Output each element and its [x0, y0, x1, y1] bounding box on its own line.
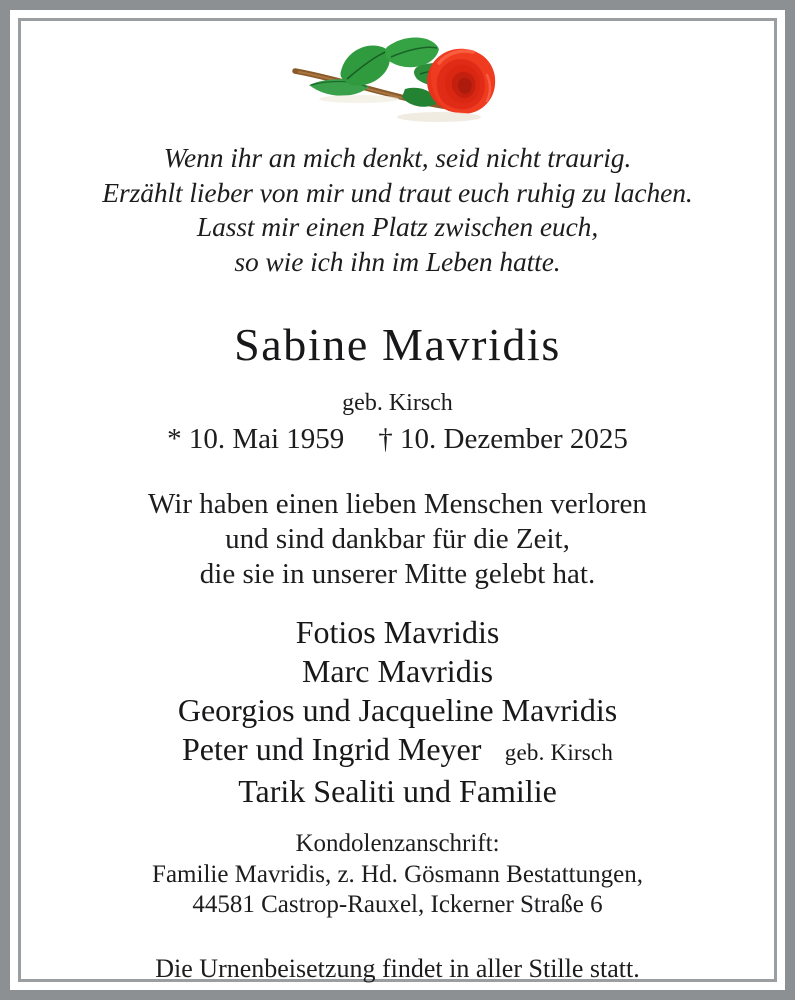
survivor-line-2: Marc Mavridis [301, 653, 494, 689]
tribute-line-1: Wir haben einen lieben Menschen verloren [148, 488, 647, 520]
poem-line-4: so wie ich ihn im Leben hatte. [234, 245, 561, 277]
life-dates [21, 421, 774, 457]
deceased-maiden-name: geb. Kirsch [342, 390, 453, 416]
rose-ornament [21, 27, 774, 131]
poem-line-1: Wenn ihr an mich denkt, seid nicht traurig. [163, 142, 632, 173]
poem-line-2: Erzählt lieber von mir und traut euch ruhig zu lachen. [102, 176, 693, 208]
condolence-address-line-2: 44581 Castrop-Rauxel, Ickerner Straße 6 [192, 891, 603, 918]
burial-note: Die Urnenbeisetzung findet in aller Stille statt. [155, 954, 640, 983]
death-date: 10. Dezember 2025 [400, 423, 628, 455]
survivor-line-5: Tarik Sealiti und Familie [238, 773, 557, 809]
survivor-meyer-name: Peter und Ingrid Meyer [181, 731, 482, 767]
birth-symbol: * [167, 423, 182, 455]
survivor-line-3: Georgios und Jacqueline Mavridis [177, 692, 618, 728]
survivor-line-4 [21, 730, 774, 772]
survivor-meyer-maiden-name: geb. Kirsch [481, 740, 614, 765]
condolence-address [21, 829, 774, 921]
tribute-line-2: und sind dankbar für die Zeit, [225, 523, 570, 555]
survivors-list [21, 613, 774, 811]
tribute-text [21, 487, 774, 592]
tribute-line-3: die sie in unserer Mitte gelebt hat. [199, 558, 596, 590]
condolence-address-line-1: Familie Mavridis, z. Hd. Gösmann Bestattungen, [152, 860, 643, 888]
memorial-poem [21, 141, 774, 279]
deceased-name: Sabine Mavridis [234, 319, 561, 370]
death-symbol: † [378, 423, 393, 455]
birth-date: 10. Mai 1959 [188, 423, 345, 455]
poem-line-3: Lasst mir einen Platz zwischen euch, [196, 211, 599, 242]
red-rose-icon [289, 27, 507, 125]
notice-content [21, 21, 774, 983]
survivor-line-1: Fotios Mavridis [295, 614, 500, 650]
condolence-address-heading: Kondolenzanschrift: [295, 830, 500, 857]
